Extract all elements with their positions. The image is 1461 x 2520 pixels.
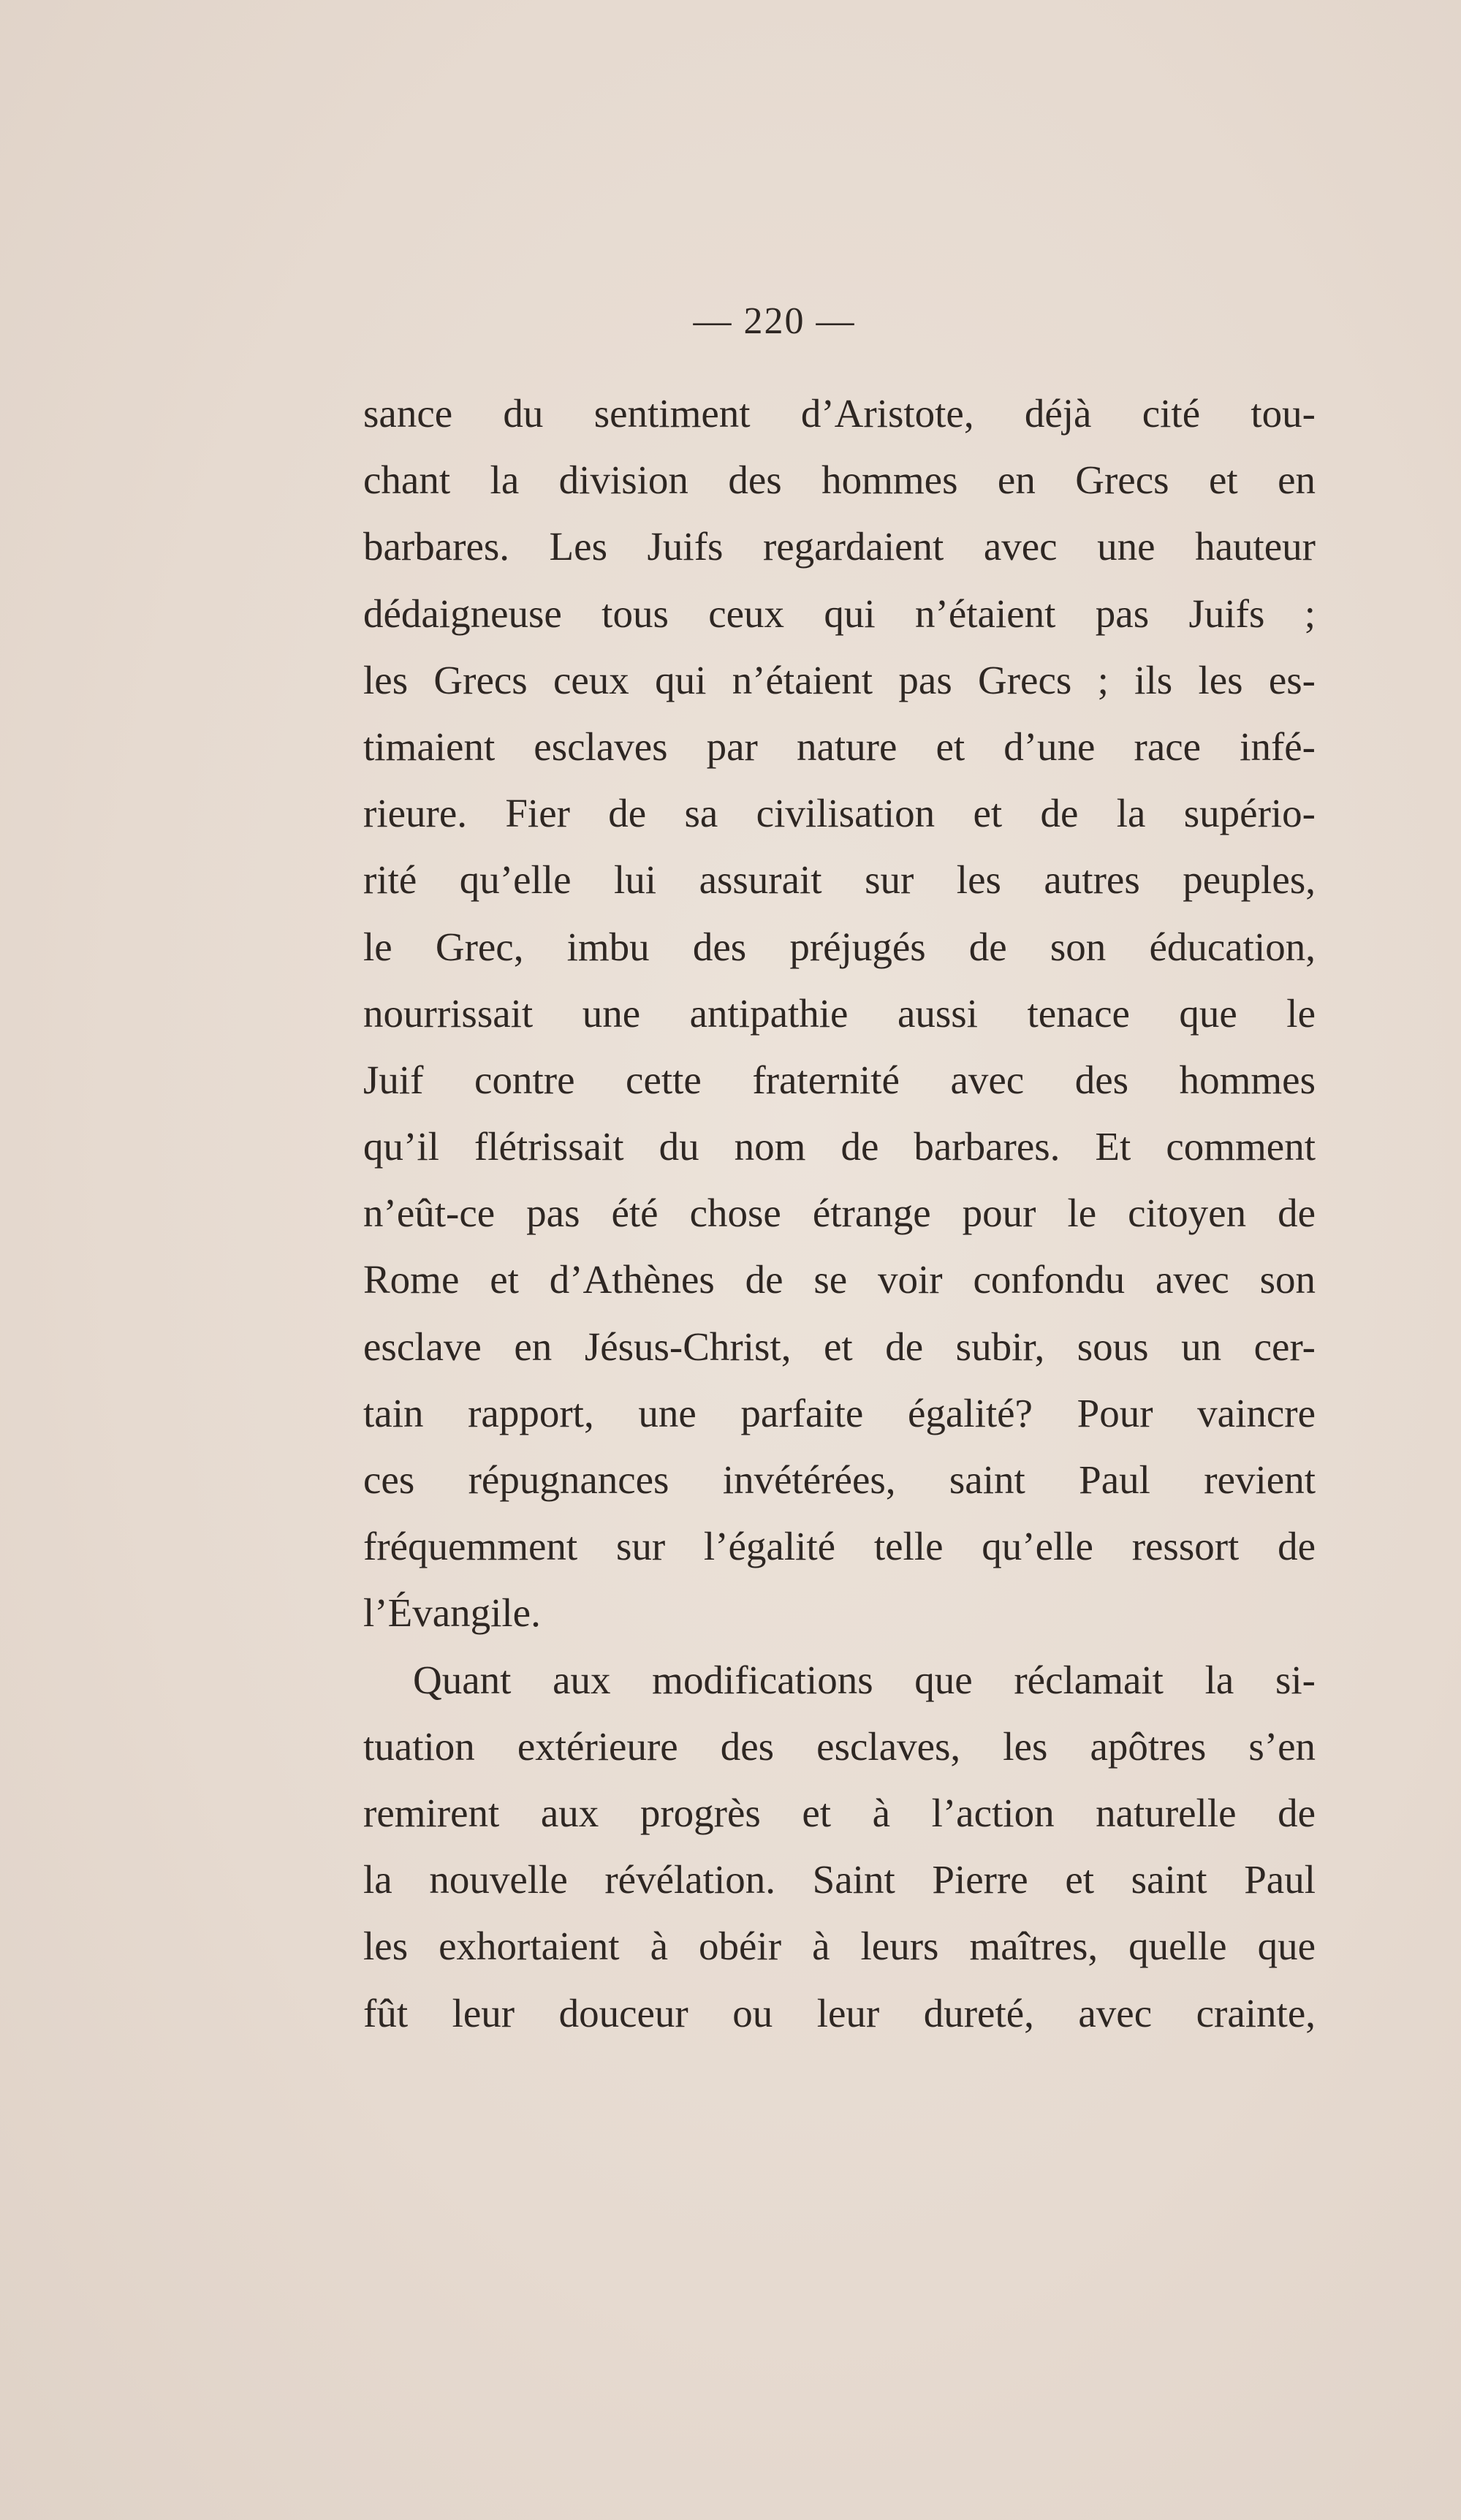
text-line: le Grec, imbu des préjugés de son éducation, [363, 924, 1316, 969]
text-line: rité qu’elle lui assurait sur les autres peuples, [363, 857, 1316, 903]
text-line: les Grecs ceux qui n’étaient pas Grecs ; ils les es- [363, 657, 1316, 702]
text-line: nourrissait une antipathie aussi tenace que le [363, 990, 1316, 1036]
text-line: remirent aux progrès et à l’action naturelle de [363, 1790, 1316, 1835]
text-line: qu’il flétrissait du nom de barbares. Et comment [363, 1124, 1316, 1169]
text-line: n’eût-ce pas été chose étrange pour le citoyen de [363, 1191, 1316, 1236]
text-line: sance du sentiment d’Aristote, déjà cité tou- [363, 391, 1316, 436]
text-line: chant la division des hommes en Grecs et en [363, 458, 1316, 503]
text-line: tuation extérieure des esclaves, les apôtres s’en [363, 1723, 1316, 1769]
text-line: tain rapport, une parfaite égalité? Pour vaincre [363, 1390, 1316, 1435]
text-line: timaient esclaves par nature et d’une race infé- [363, 724, 1316, 769]
text-line: barbares. Les Juifs regardaient avec une hauteur [363, 524, 1316, 569]
text-line: dédaigneuse tous ceux qui n’étaient pas Juifs ; [363, 591, 1316, 636]
text-line: ces répugnances invétérées, saint Paul revient [363, 1457, 1316, 1502]
text-line: rieure. Fier de sa civilisation et de la supério- [363, 791, 1316, 836]
text-line: fût leur douceur ou leur dureté, avec crainte, [363, 1990, 1316, 2035]
paragraph-start-line: Quant aux modifications que réclamait la si- [413, 1657, 1316, 1702]
text-line: esclave en Jésus-Christ, et de subir, sous un cer- [363, 1324, 1316, 1369]
page-number: — 220 — [693, 300, 856, 342]
text-line: Juif contre cette fraternité avec des hommes [363, 1057, 1316, 1102]
page-body [363, 380, 1316, 2046]
paragraph-end-line: l’Évangile. [363, 1590, 541, 1636]
text-line: les exhortaient à obéir à leurs maîtres, quelle que [363, 1924, 1316, 1969]
text-line: fréquemment sur l’égalité telle qu’elle ressort de [363, 1524, 1316, 1569]
text-line: la nouvelle révélation. Saint Pierre et saint Paul [363, 1857, 1316, 1902]
text-line: Rome et d’Athènes de se voir confondu avec son [363, 1257, 1316, 1302]
